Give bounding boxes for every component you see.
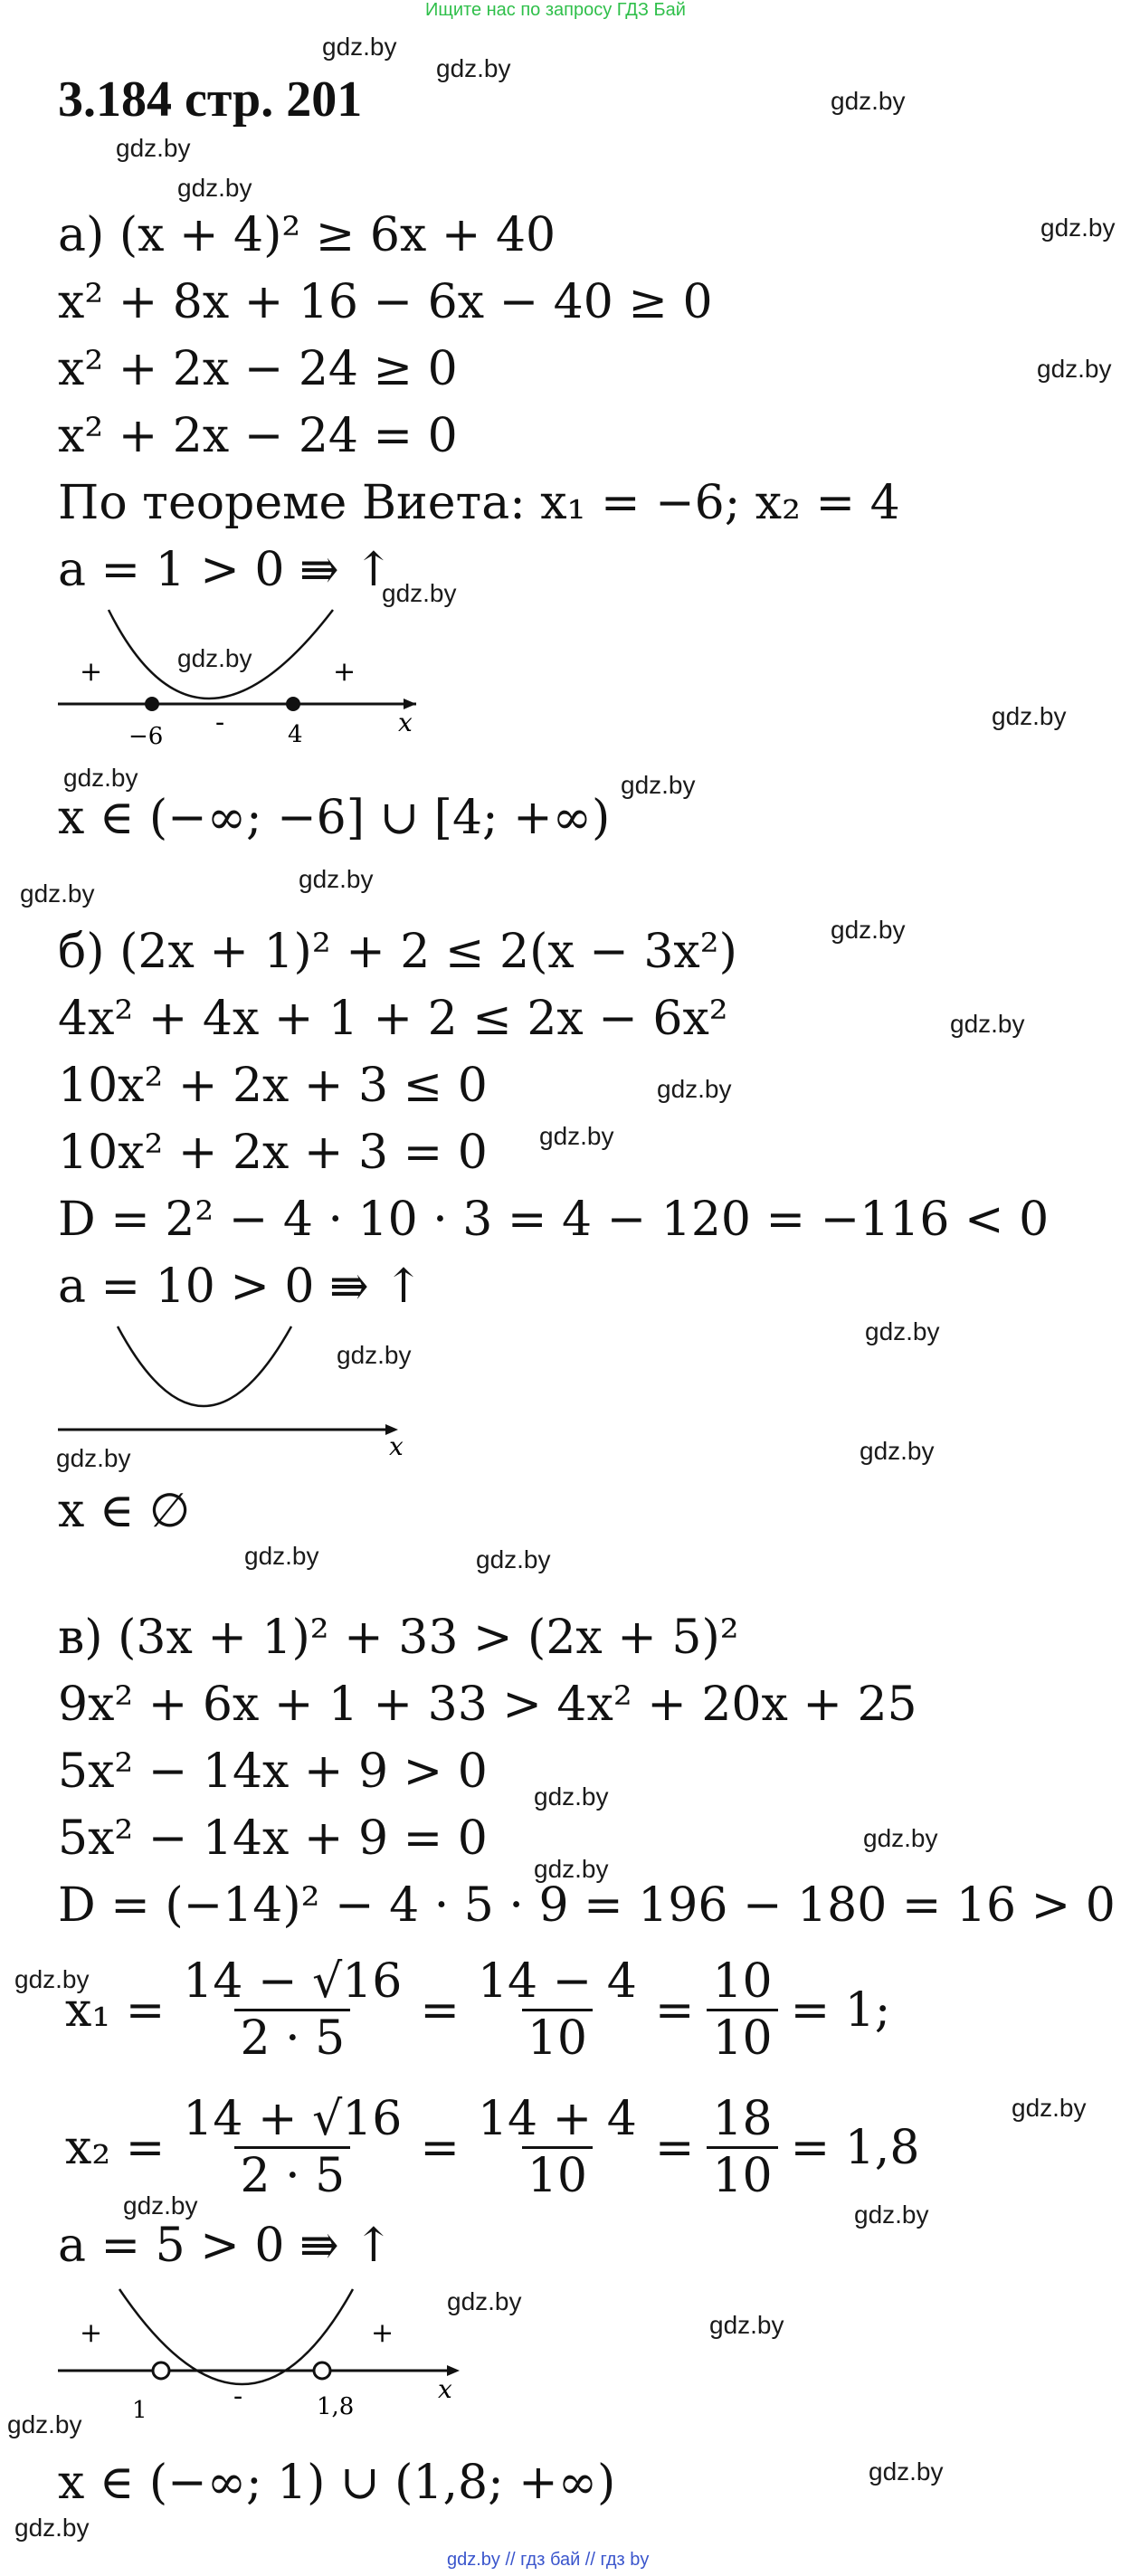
watermark: gdz.by	[123, 2191, 198, 2220]
watermark: gdz.by	[244, 1542, 319, 1570]
answer-line: x ∈ ∅	[58, 1484, 191, 1538]
watermark: gdz.by	[539, 1122, 614, 1150]
solution-line: 10x² + 2x + 3 = 0	[58, 1126, 488, 1180]
solution-line: x² + 2x − 24 ≥ 0	[58, 342, 458, 396]
watermark: gdz.by	[299, 865, 374, 893]
parabola-graph-b	[54, 1323, 434, 1468]
solution-line: в) (3x + 1)² + 33 > (2x + 5)²	[58, 1611, 739, 1665]
solution-line: 5x² − 14x + 9 = 0	[58, 1811, 488, 1866]
solution-line: 9x² + 6x + 1 + 33 > 4x² + 20x + 25	[58, 1678, 917, 1732]
watermark: gdz.by	[447, 2287, 522, 2315]
leading-coefficient-line: a = 5 > 0 ⇛ ↑	[58, 2219, 394, 2273]
sign-plus-right: +	[333, 656, 356, 688]
watermark: gdz.by	[14, 1965, 90, 1993]
root-x2-formula: x₂ = $\frac{14 + √16}{2 \cdot 5}$ = $\frac{14 + 4}{10}$ = $\frac{18}{10}$ = 1,8	[65, 2092, 920, 2203]
parabola-graph-c	[54, 2286, 470, 2439]
sign-minus: -	[215, 707, 225, 738]
answer-line: x ∈ (−∞; 1) ∪ (1,8; +∞)	[58, 2456, 616, 2510]
watermark: gdz.by	[865, 1317, 940, 1345]
watermark: gdz.by	[860, 1437, 935, 1465]
watermark: gdz.by	[534, 1855, 609, 1883]
watermark: gdz.by	[992, 702, 1067, 730]
watermark: gdz.by	[322, 33, 397, 61]
root-x2-result: = 1,8	[790, 2120, 920, 2175]
watermark: gdz.by	[621, 771, 696, 799]
watermark: gdz.by	[950, 1010, 1025, 1038]
watermark: gdz.by	[20, 879, 95, 908]
fraction: $\frac{14 + √16}{2 \cdot 5}$	[183, 2092, 403, 2203]
watermark: gdz.by	[177, 644, 252, 672]
leading-coefficient-line: a = 10 > 0 ⇛ ↑	[58, 1259, 423, 1314]
watermark: gdz.by	[1037, 355, 1112, 383]
discriminant-line: D = 2² − 4 · 10 · 3 = 4 − 120 = −116 < 0	[58, 1193, 1050, 1247]
fraction: $\frac{14 - √16}{2 \cdot 5}$	[183, 1954, 403, 2066]
sign-minus: -	[233, 2381, 243, 2412]
root-x2-lhs: x₂ =	[65, 2120, 166, 2175]
root-label: −6	[128, 723, 164, 750]
solution-line: x² + 2x − 24 = 0	[58, 409, 458, 463]
watermark: gdz.by	[831, 87, 906, 115]
root-x1-lhs: x₁ =	[65, 1982, 166, 2038]
solution-line: 5x² − 14x + 9 > 0	[58, 1744, 488, 1799]
search-banner: Ищите нас по запросу ГДЗ Бай	[425, 0, 686, 20]
vieta-line: По теореме Виета: x₁ = −6; x₂ = 4	[58, 476, 900, 530]
watermark: gdz.by	[63, 764, 138, 792]
solution-line: б) (2x + 1)² + 2 ≤ 2(x − 3x²)	[58, 925, 737, 979]
watermark: gdz.by	[56, 1444, 131, 1472]
parabola-graph-a	[54, 606, 434, 760]
axis-label: x	[438, 2374, 452, 2404]
root-x1-formula: x₁ = $\frac{14 - √16}{2 \cdot 5}$ = $\frac{14 - 4}{10}$ = $\frac{10}{10}$ = 1;	[65, 1954, 891, 2066]
root-label: 4	[288, 721, 303, 748]
watermark: gdz.by	[476, 1545, 551, 1573]
watermark: gdz.by	[863, 1824, 938, 1852]
watermark: gdz.by	[436, 54, 511, 82]
watermark: gdz.by	[116, 134, 191, 162]
axis-label: x	[398, 708, 413, 737]
answer-line: x ∈ (−∞; −6] ∪ [4; +∞)	[58, 791, 611, 845]
footer-links[interactable]: gdz.by // гдз бай // гдз by	[447, 2550, 650, 2570]
page-title: 3.184 стр. 201	[58, 71, 363, 128]
fraction: $\frac{14 - 4}{10}$	[477, 1954, 637, 2066]
sign-plus-left: +	[80, 656, 103, 688]
watermark: gdz.by	[14, 2514, 90, 2542]
sign-plus-right: +	[371, 2317, 394, 2349]
leading-coefficient-line: a = 1 > 0 ⇛ ↑	[58, 543, 394, 597]
root-label: 1	[132, 2397, 147, 2424]
solution-line: а) (x + 4)² ≥ 6x + 40	[58, 208, 556, 262]
solution-line: 4x² + 4x + 1 + 2 ≤ 2x − 6x²	[58, 992, 728, 1046]
watermark: gdz.by	[7, 2410, 82, 2438]
watermark: gdz.by	[534, 1782, 609, 1811]
watermark: gdz.by	[177, 174, 252, 202]
watermark: gdz.by	[709, 2311, 784, 2339]
discriminant-line: D = (−14)² − 4 · 5 · 9 = 196 − 180 = 16 > 0	[58, 1878, 1116, 1933]
watermark: gdz.by	[831, 916, 906, 944]
sign-plus-left: +	[80, 2317, 103, 2349]
fraction: $\frac{18}{10}$	[707, 2092, 777, 2203]
watermark: gdz.by	[854, 2201, 929, 2229]
solution-line: 10x² + 2x + 3 ≤ 0	[58, 1059, 488, 1113]
root-x1-result: = 1;	[790, 1982, 891, 2038]
fraction: $\frac{10}{10}$	[707, 1954, 777, 2066]
watermark: gdz.by	[382, 579, 457, 607]
axis-label: x	[389, 1431, 404, 1461]
watermark: gdz.by	[337, 1341, 412, 1369]
fraction: $\frac{14 + 4}{10}$	[477, 2092, 637, 2203]
watermark: gdz.by	[1040, 214, 1116, 242]
root-label: 1,8	[317, 2393, 355, 2420]
solution-line: x² + 8x + 16 − 6x − 40 ≥ 0	[58, 275, 713, 329]
watermark: gdz.by	[1012, 2094, 1087, 2122]
watermark: gdz.by	[869, 2457, 944, 2486]
watermark: gdz.by	[657, 1075, 732, 1103]
